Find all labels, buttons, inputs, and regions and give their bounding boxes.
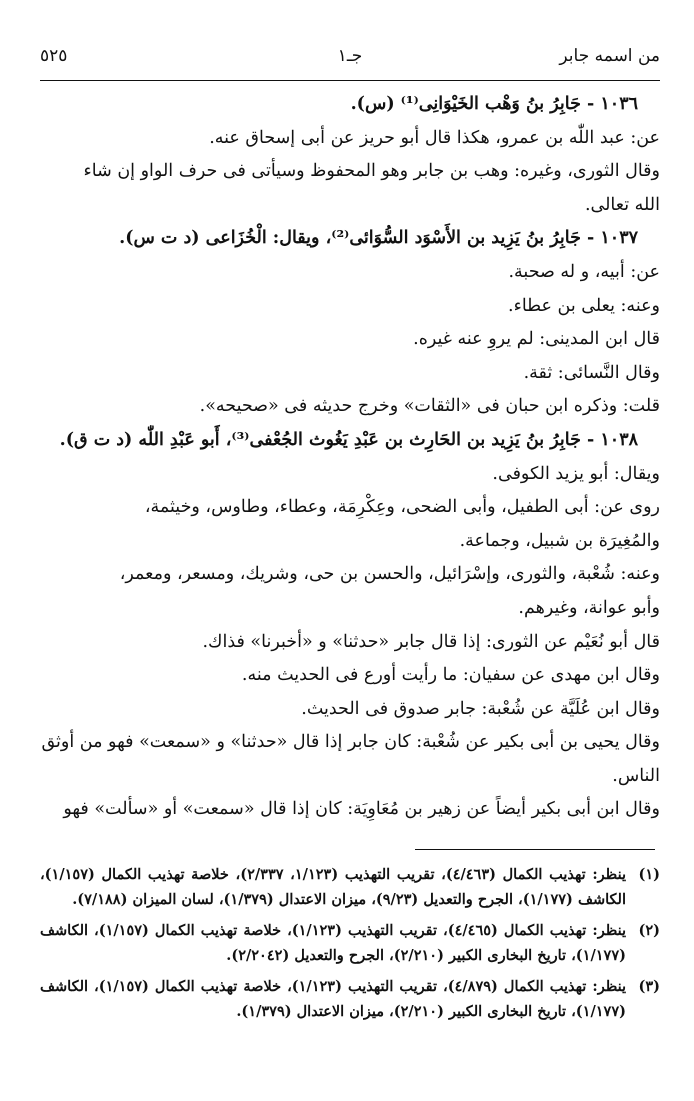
body-line: وأبو عوانة، وغيرهم.	[518, 597, 660, 618]
footnote-2	[40, 918, 660, 968]
body-line: وقال النَّسائى: ثقة.	[523, 362, 660, 383]
footnote-number: (٢)	[638, 922, 660, 939]
body-line: وقال ابن أبى بكير أيضاً عن زهير بن مُعَاوِيَة: كان إذا قال «سمعت» أو «سألت» فهو	[63, 799, 660, 820]
body-line: الله تعالى.	[584, 194, 660, 215]
footnote-number: (١)	[638, 866, 660, 883]
body-line: قال أبو نُعَيْم عن الثورى: إذا قال جابر «حدثنا» و «أخبرنا» فذاك.	[202, 631, 660, 652]
running-title: من اسمه جابر	[559, 46, 660, 66]
body-line: وعنه: يعلى بن عطاء.	[508, 295, 660, 316]
footnote-3	[40, 974, 660, 1024]
body-line: عن: أبيه، و له صحبة.	[508, 261, 660, 282]
body-line: وقال الثورى، وغيره: وهب بن جابر وهو المحفوظ وسيأتى فى حرف الواو إن شاء	[83, 161, 660, 182]
volume-label: جـ١	[337, 46, 363, 66]
body-line: ويقال: أبو يزيد الكوفى.	[492, 463, 660, 484]
footnote-text: ينظر: تهذيب الكمال (٤/٤٦٥)، تقريب التهذيب (١/١٢٣)، خلاصة تهذيب الكمال (١/١٥٧)، الكاشف (١/١٧٧)، تاريخ البخارى الكبير (٢/٢١٠)، الجرح والتعديل (٢/٢٠٤٢).	[40, 922, 626, 964]
entry-heading-1038: ١٠٣٨ - جَابِرُ بنُ يَزِيد بن الحَارِث بن عَبْدِ يَغُوث الجُعْفى⁽³⁾، أَبو عَبْدِ اللّٰه (د ت ق).	[59, 429, 638, 450]
footnote-text: ينظر: تهذيب الكمال (٤/٤٦٣)، تقريب التهذيب (١/١٢٣، ٢/٣٣٧)، خلاصة تهذيب الكمال (١/١٥٧)، الكاشف (١/١٧٧)، الجرح والتعديل (٩/٢٣)، ميزان الاعتدال (١/٣٧٩)، لسان الميزان (٧/١٨٨).	[40, 866, 626, 908]
footnote-text: ينظر: تهذيب الكمال (٤/٨٧٩)، تقريب التهذيب (١/١٢٣)، خلاصة تهذيب الكمال (١/١٥٧)، الكاشف (١/١٧٧)، تاريخ البخارى الكبير (٢/٢١٠)، ميزان الاعتدال (١/٣٧٩).	[40, 978, 626, 1020]
footnote-1	[40, 862, 660, 912]
footnotes	[40, 862, 660, 1030]
entry-heading-1036: ١٠٣٦ - جَابِرُ بنُ وَهْب الخَيْوَانِى⁽¹⁾ (س).	[350, 94, 638, 114]
body-line: الناس.	[612, 765, 660, 786]
body-text	[40, 88, 660, 827]
header-rule	[40, 80, 660, 81]
body-line: عن: عبد اللّٰه بن عمرو، هكذا قال أبو حريز عن أبى إسحاق عنه.	[209, 127, 660, 148]
body-line: روى عن: أبى الطفيل، وأبى الضحى، وعِكْرِمَة، وعطاء، وطاوس، وخيثمة،	[144, 497, 660, 518]
body-line: قال ابن المدينى: لم يروِ عنه غيره.	[413, 329, 660, 350]
body-line: قلت: وذكره ابن حبان فى «الثقات» وخرج حديثه فى «صحيحه».	[199, 396, 660, 417]
footnote-number: (٣)	[638, 978, 660, 995]
page-header	[40, 46, 660, 72]
footnote-rule	[415, 849, 655, 850]
body-line: وقال ابن مهدى عن سفيان: ما رأيت أورع فى الحديث منه.	[241, 665, 660, 686]
body-line: وقال ابن عُلَيَّة عن شُعْبة: جابر صدوق فى الحديث.	[301, 698, 660, 719]
body-line: والمُغِيرَة بن شبيل، وجماعة.	[459, 530, 660, 551]
body-line: وقال يحيى بن أبى بكير عن شُعْبة: كان جابر إذا قال «حدثنا» و «سمعت» فهو من أوثق	[41, 732, 660, 753]
page-number: ٥٢٥	[40, 46, 68, 66]
body-line: وعنه: شُعْبة، والثورى، وإسْرَائيل، والحسن بن حى، وشريك، ومسعر، ومعمر،	[119, 564, 660, 585]
entry-heading-1037: ١٠٣٧ - جَابِرُ بنُ يَزِيد بن الأَسْوَد السُّوَائى⁽²⁾، ويقال: الْخُزَاعى (د ت س).	[119, 228, 638, 249]
